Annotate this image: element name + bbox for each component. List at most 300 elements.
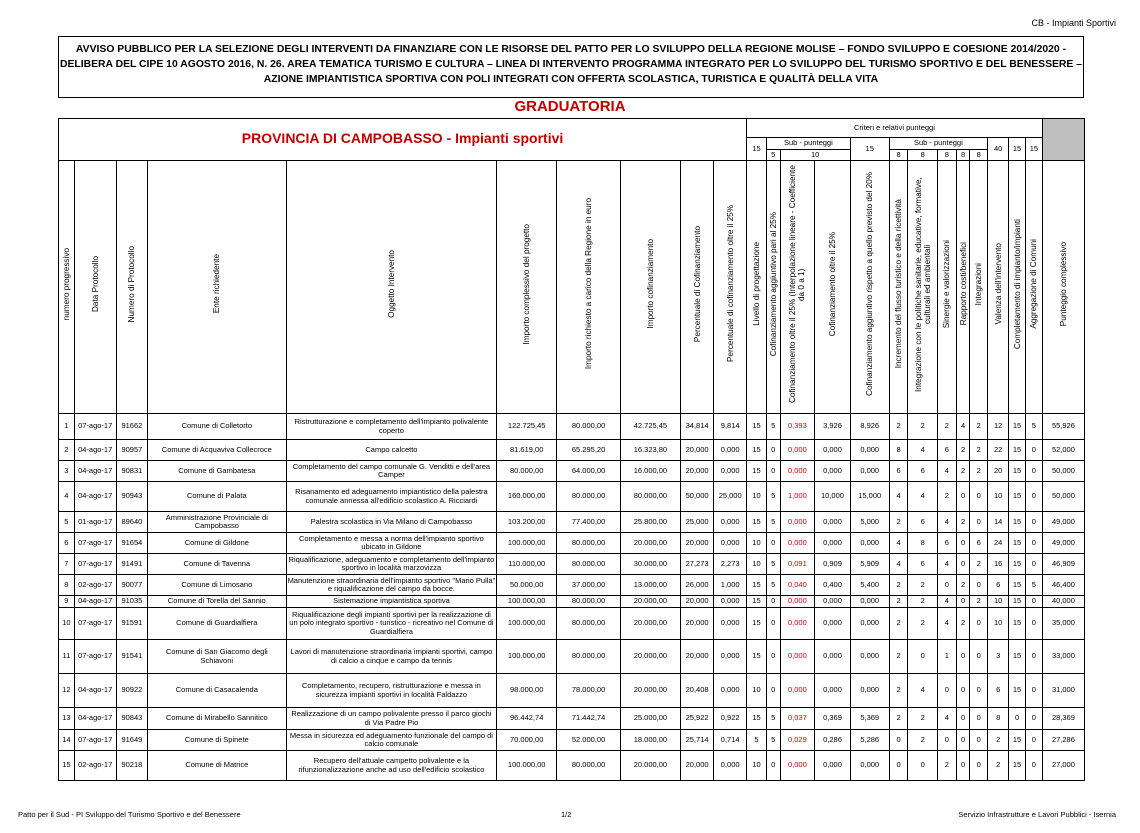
cell-data: 04-ago-17 bbox=[74, 461, 116, 482]
cell-imp: 81.619,00 bbox=[497, 440, 557, 461]
column-header bbox=[988, 161, 1009, 414]
cell-prot: 91654 bbox=[116, 533, 147, 554]
cell-c-agg: 0,000 bbox=[850, 533, 889, 554]
column-header bbox=[956, 161, 970, 414]
cell-ente: Comune di Acquaviva Collecroce bbox=[148, 440, 286, 461]
cell-aggr: 5 bbox=[1025, 414, 1042, 440]
cell-sin: 4 bbox=[937, 708, 956, 730]
cell-rap: 2 bbox=[956, 575, 970, 596]
cell-intg: 0 bbox=[970, 730, 988, 751]
cell-data: 07-ago-17 bbox=[74, 414, 116, 440]
cell-coef: 1,000 bbox=[780, 482, 815, 512]
cell-sin: 1 bbox=[937, 640, 956, 674]
cell-ogg: Sistemazione impiantistica sportiva bbox=[286, 596, 497, 608]
cell-rich: 80.000,00 bbox=[557, 554, 621, 575]
cell-ente: Comune di Limosano bbox=[148, 575, 286, 596]
cell-integ: 4 bbox=[908, 674, 937, 708]
cell-comp: 15 bbox=[1009, 440, 1026, 461]
cell-coef: 0,000 bbox=[780, 674, 815, 708]
column-header bbox=[815, 161, 851, 414]
cell-prot: 91035 bbox=[116, 596, 147, 608]
cell-data: 07-ago-17 bbox=[74, 554, 116, 575]
cell-inc: 6 bbox=[889, 461, 908, 482]
cell-val: 24 bbox=[988, 533, 1009, 554]
cell-cof: 20.000,00 bbox=[621, 533, 681, 554]
cell-cof: 30.000,00 bbox=[621, 554, 681, 575]
column-header bbox=[1009, 161, 1026, 414]
cell-perc: 20,000 bbox=[680, 440, 714, 461]
cell-sin: 4 bbox=[937, 608, 956, 640]
cell-comp: 15 bbox=[1009, 414, 1026, 440]
cell-val: 6 bbox=[988, 575, 1009, 596]
cell-prot: 90218 bbox=[116, 751, 147, 781]
cell-c-agg: 0,000 bbox=[850, 461, 889, 482]
table-body bbox=[59, 414, 1085, 781]
column-header-label: Cofinanziamento oltre il 25% bbox=[827, 231, 837, 337]
cell-c25: 0 bbox=[766, 640, 780, 674]
cell-comp: 15 bbox=[1009, 575, 1026, 596]
cell-val: 10 bbox=[988, 596, 1009, 608]
cell-inc: 4 bbox=[889, 482, 908, 512]
column-header-label: Rapporto costi/benefici bbox=[958, 242, 968, 326]
max-cof-agg: 15 bbox=[850, 138, 889, 161]
cell-n: 7 bbox=[59, 554, 75, 575]
cell-c-agg: 0,000 bbox=[850, 440, 889, 461]
cell-coef: 0,393 bbox=[780, 414, 815, 440]
cell-c-oltre: 0,000 bbox=[815, 674, 851, 708]
cell-aggr: 0 bbox=[1025, 608, 1042, 640]
cell-n: 8 bbox=[59, 575, 75, 596]
cell-oltre: 9,814 bbox=[714, 414, 747, 440]
cell-rich: 64.000,00 bbox=[557, 461, 621, 482]
criteria-header: Criteri e relativi punteggi bbox=[747, 119, 1043, 138]
cell-oltre: 0,000 bbox=[714, 751, 747, 781]
cell-sin: 2 bbox=[937, 751, 956, 781]
cell-integ: 2 bbox=[908, 608, 937, 640]
cell-ogg: Riqualificazione degli impianti sportivi per la realizzazione di un polo integrato sportivo - turistico - ricreativo nel Comune di Guardialfiera bbox=[286, 608, 497, 640]
footer-right: Servizio Infrastrutture e Lavori Pubblici - Isernia bbox=[958, 810, 1116, 819]
cell-imp: 96.442,74 bbox=[497, 708, 557, 730]
table-row bbox=[59, 640, 1085, 674]
cell-imp: 50.000,00 bbox=[497, 575, 557, 596]
cell-c25: 5 bbox=[766, 730, 780, 751]
cell-data: 07-ago-17 bbox=[74, 533, 116, 554]
column-header-label: Ente richiedente bbox=[212, 254, 222, 314]
cell-rich: 71.442,74 bbox=[557, 708, 621, 730]
column-header-label: Completamento di impianto/impianti bbox=[1012, 218, 1022, 350]
cell-prot: 90843 bbox=[116, 708, 147, 730]
cell-perc: 20,000 bbox=[680, 461, 714, 482]
cell-perc: 20,000 bbox=[680, 751, 714, 781]
cell-perc: 25,714 bbox=[680, 730, 714, 751]
cell-oltre: 0,000 bbox=[714, 608, 747, 640]
table-row bbox=[59, 575, 1085, 596]
cell-comp: 15 bbox=[1009, 751, 1026, 781]
cell-data: 04-ago-17 bbox=[74, 482, 116, 512]
cell-imp: 100.000,00 bbox=[497, 596, 557, 608]
cell-tot: 49,000 bbox=[1042, 512, 1084, 533]
cell-tot: 31,000 bbox=[1042, 674, 1084, 708]
cell-oltre: 0,714 bbox=[714, 730, 747, 751]
cell-oltre: 0,000 bbox=[714, 533, 747, 554]
province-title: PROVINCIA DI CAMPOBASSO - Impianti sportivi bbox=[241, 129, 564, 146]
cell-c25: 0 bbox=[766, 440, 780, 461]
cell-rich: 37.000,00 bbox=[557, 575, 621, 596]
column-header bbox=[74, 161, 116, 414]
cell-liv: 15 bbox=[747, 512, 767, 533]
cell-sin: 2 bbox=[937, 482, 956, 512]
cell-intg: 2 bbox=[970, 414, 988, 440]
cell-inc: 2 bbox=[889, 674, 908, 708]
cell-c-agg: 5,369 bbox=[850, 708, 889, 730]
cell-integ: 8 bbox=[908, 533, 937, 554]
cell-rich: 80.000,00 bbox=[557, 596, 621, 608]
max-sub-f: 8 bbox=[956, 150, 970, 161]
cell-coef: 0,000 bbox=[780, 512, 815, 533]
cell-cof: 25.800,00 bbox=[621, 512, 681, 533]
cell-sin: 0 bbox=[937, 730, 956, 751]
cell-prot: 90943 bbox=[116, 482, 147, 512]
cell-aggr: 0 bbox=[1025, 708, 1042, 730]
cell-tot: 49,000 bbox=[1042, 533, 1084, 554]
column-header bbox=[714, 161, 747, 414]
cell-perc: 20,000 bbox=[680, 608, 714, 640]
cell-c25: 5 bbox=[766, 575, 780, 596]
column-header-label: Importo richiesto a carico della Regione in euro bbox=[584, 198, 594, 370]
cell-liv: 10 bbox=[747, 482, 767, 512]
cell-tot: 27,286 bbox=[1042, 730, 1084, 751]
cell-n: 13 bbox=[59, 708, 75, 730]
cell-imp: 100.000,00 bbox=[497, 608, 557, 640]
cell-perc: 25,000 bbox=[680, 512, 714, 533]
cell-comp: 15 bbox=[1009, 640, 1026, 674]
cell-val: 12 bbox=[988, 414, 1009, 440]
cell-coef: 0,037 bbox=[780, 708, 815, 730]
cell-c25: 5 bbox=[766, 708, 780, 730]
cell-cof: 42.725,45 bbox=[621, 414, 681, 440]
cell-ogg: Ristrutturazione e completamento dell'impianto polivalente coperto bbox=[286, 414, 497, 440]
cell-c-oltre: 0,000 bbox=[815, 751, 851, 781]
cell-coef: 0,000 bbox=[780, 533, 815, 554]
cell-aggr: 0 bbox=[1025, 533, 1042, 554]
column-header-row bbox=[59, 161, 1085, 414]
cell-aggr: 0 bbox=[1025, 512, 1042, 533]
cell-n: 15 bbox=[59, 751, 75, 781]
cell-integ: 6 bbox=[908, 461, 937, 482]
column-header-label: Livello di progettazione bbox=[751, 242, 761, 326]
cell-data: 04-ago-17 bbox=[74, 596, 116, 608]
cell-perc: 20,000 bbox=[680, 533, 714, 554]
table-row bbox=[59, 440, 1085, 461]
cell-coef: 0,000 bbox=[780, 608, 815, 640]
cell-c-agg: 5,400 bbox=[850, 575, 889, 596]
cell-c-agg: 5,909 bbox=[850, 554, 889, 575]
table-row bbox=[59, 596, 1085, 608]
cell-integ: 0 bbox=[908, 751, 937, 781]
province-title-cell bbox=[59, 119, 747, 161]
cell-cof: 16.000,00 bbox=[621, 461, 681, 482]
cell-coef: 0,000 bbox=[780, 596, 815, 608]
cell-comp: 15 bbox=[1009, 596, 1026, 608]
cell-c-oltre: 0,909 bbox=[815, 554, 851, 575]
column-header bbox=[1025, 161, 1042, 414]
cell-tot: 50,000 bbox=[1042, 482, 1084, 512]
cell-aggr: 0 bbox=[1025, 554, 1042, 575]
cell-inc: 0 bbox=[889, 730, 908, 751]
cell-val: 10 bbox=[988, 608, 1009, 640]
cell-liv: 5 bbox=[747, 730, 767, 751]
cell-ente: Comune di Spinete bbox=[148, 730, 286, 751]
cell-c25: 5 bbox=[766, 482, 780, 512]
cell-comp: 0 bbox=[1009, 708, 1026, 730]
cell-oltre: 0,000 bbox=[714, 512, 747, 533]
cell-prot: 91591 bbox=[116, 608, 147, 640]
column-header-label: Cofinanziamento aggiuntivo rispetto a quello previsto del 20% bbox=[865, 172, 875, 396]
cell-c-oltre: 0,000 bbox=[815, 596, 851, 608]
cell-liv: 15 bbox=[747, 640, 767, 674]
cell-ente: Amministrazione Provinciale di Campobasso bbox=[148, 512, 286, 533]
cell-aggr: 0 bbox=[1025, 730, 1042, 751]
cell-integ: 2 bbox=[908, 730, 937, 751]
cell-perc: 25,922 bbox=[680, 708, 714, 730]
cell-intg: 0 bbox=[970, 674, 988, 708]
cell-inc: 2 bbox=[889, 608, 908, 640]
table-row bbox=[59, 708, 1085, 730]
cell-imp: 80.000,00 bbox=[497, 461, 557, 482]
cell-data: 02-ago-17 bbox=[74, 751, 116, 781]
cell-aggr: 0 bbox=[1025, 461, 1042, 482]
cell-oltre: 0,922 bbox=[714, 708, 747, 730]
cell-inc: 2 bbox=[889, 708, 908, 730]
cell-tot: 27,000 bbox=[1042, 751, 1084, 781]
cell-rap: 4 bbox=[956, 414, 970, 440]
column-header bbox=[116, 161, 147, 414]
cell-intg: 0 bbox=[970, 575, 988, 596]
cell-c-oltre: 0,000 bbox=[815, 640, 851, 674]
cell-prot: 90922 bbox=[116, 674, 147, 708]
max-aggregazione: 15 bbox=[1025, 138, 1042, 161]
cell-val: 22 bbox=[988, 440, 1009, 461]
header-right-label: CB - Impianti Sportivi bbox=[1031, 18, 1116, 28]
cell-intg: 0 bbox=[970, 482, 988, 512]
cell-n: 9 bbox=[59, 596, 75, 608]
cell-c25: 0 bbox=[766, 674, 780, 708]
column-header-label: Percentuale di cofinanziamento oltre il 25% bbox=[725, 205, 735, 363]
cell-n: 2 bbox=[59, 440, 75, 461]
column-header-label: Percentuale di Cofinanziamento bbox=[692, 225, 702, 343]
cell-prot: 91662 bbox=[116, 414, 147, 440]
column-header bbox=[680, 161, 714, 414]
column-header-label: Aggregazione di Comuni bbox=[1029, 239, 1039, 329]
column-header bbox=[780, 161, 815, 414]
sub-scores-label-2: Sub - punteggi bbox=[889, 138, 988, 150]
column-header-label: Importo complessivo del progetto bbox=[522, 223, 532, 345]
cell-oltre: 1,000 bbox=[714, 575, 747, 596]
cell-aggr: 0 bbox=[1025, 640, 1042, 674]
cell-perc: 34,814 bbox=[680, 414, 714, 440]
cell-coef: 0,000 bbox=[780, 640, 815, 674]
graduatoria-title: GRADUATORIA bbox=[514, 98, 626, 115]
column-header bbox=[148, 161, 286, 414]
notice-heading: AVVISO PUBBLICO PER LA SELEZIONE DEGLI INTERVENTI DA FINANZIARE CON LE RISORSE DEL PATTO PER LO SVILUPPO DELLA REGIONE MOLISE – FONDO SVILUPPO E COESIONE 2014/2020 - DELIBERA DEL CIPE 10 AGOSTO 2016, N. 26. AREA TEMATICA TURISMO E CULTURA – LINEA DI INTERVENTO PROGRAMMA INTEGRATO PER LO SVILUPPO DEL TURISMO SPORTIVO E DEL BENESSERE – AZIONE IMPIANTISTICA SPORTIVA CON POLI INTEGRATI CON OFFERTA SCOLASTICA, TURISTICA E QUALITÀ DELLA VITA bbox=[58, 36, 1084, 98]
cell-sin: 4 bbox=[937, 554, 956, 575]
column-header-label: Incremento del flusso turistico e della ricettività bbox=[894, 199, 904, 369]
cell-aggr: 0 bbox=[1025, 482, 1042, 512]
cell-inc: 2 bbox=[889, 640, 908, 674]
cell-comp: 15 bbox=[1009, 674, 1026, 708]
cell-data: 04-ago-17 bbox=[74, 440, 116, 461]
column-header bbox=[557, 161, 621, 414]
cell-ogg: Manutenzione straordinaria dell'impianto sportivo "Mario Pulla" e riqualificazione del campo da bocce. bbox=[286, 575, 497, 596]
cell-perc: 20,408 bbox=[680, 674, 714, 708]
cell-cof: 16.323,80 bbox=[621, 440, 681, 461]
cell-ente: Comune di Palata bbox=[148, 482, 286, 512]
cell-n: 14 bbox=[59, 730, 75, 751]
cell-val: 16 bbox=[988, 554, 1009, 575]
cell-liv: 15 bbox=[747, 414, 767, 440]
cell-liv: 10 bbox=[747, 674, 767, 708]
cell-imp: 160.000,00 bbox=[497, 482, 557, 512]
cell-perc: 27,273 bbox=[680, 554, 714, 575]
cell-sin: 0 bbox=[937, 575, 956, 596]
cell-tot: 40,000 bbox=[1042, 596, 1084, 608]
table-row bbox=[59, 608, 1085, 640]
column-header-label: Cofinanziamento oltre il 25% (Interpolazione lineare - Coefficiente da 0 a 1) bbox=[788, 165, 807, 403]
cell-rap: 2 bbox=[956, 512, 970, 533]
cell-n: 4 bbox=[59, 482, 75, 512]
cell-comp: 15 bbox=[1009, 512, 1026, 533]
cell-c-agg: 0,000 bbox=[850, 751, 889, 781]
cell-comp: 15 bbox=[1009, 461, 1026, 482]
cell-sin: 4 bbox=[937, 461, 956, 482]
cell-val: 2 bbox=[988, 751, 1009, 781]
cell-data: 07-ago-17 bbox=[74, 640, 116, 674]
cell-intg: 6 bbox=[970, 533, 988, 554]
cell-integ: 6 bbox=[908, 554, 937, 575]
column-header bbox=[59, 161, 75, 414]
cell-n: 1 bbox=[59, 414, 75, 440]
cell-prot: 91491 bbox=[116, 554, 147, 575]
cell-tot: 55,926 bbox=[1042, 414, 1084, 440]
cell-integ: 2 bbox=[908, 708, 937, 730]
cell-sin: 6 bbox=[937, 440, 956, 461]
cell-rap: 0 bbox=[956, 554, 970, 575]
cell-aggr: 0 bbox=[1025, 751, 1042, 781]
max-sub-c: 8 bbox=[889, 150, 908, 161]
cell-c-agg: 8,926 bbox=[850, 414, 889, 440]
cell-cof: 13.000,00 bbox=[621, 575, 681, 596]
table-row bbox=[59, 674, 1085, 708]
cell-ogg: Completamento e messa a norma dell'impianto sportivo ubicato in Gildone bbox=[286, 533, 497, 554]
cell-rap: 2 bbox=[956, 440, 970, 461]
cell-cof: 20.000,00 bbox=[621, 640, 681, 674]
cell-integ: 0 bbox=[908, 640, 937, 674]
cell-ente: Comune di San Giacomo degli Schiavoni bbox=[148, 640, 286, 674]
cell-comp: 15 bbox=[1009, 730, 1026, 751]
cell-imp: 70.000,00 bbox=[497, 730, 557, 751]
cell-ente: Comune di Guardialfiera bbox=[148, 608, 286, 640]
cell-cof: 18.000,00 bbox=[621, 730, 681, 751]
cell-val: 20 bbox=[988, 461, 1009, 482]
cell-data: 02-ago-17 bbox=[74, 575, 116, 596]
table-row bbox=[59, 751, 1085, 781]
cell-val: 8 bbox=[988, 708, 1009, 730]
cell-imp: 100.000,00 bbox=[497, 640, 557, 674]
cell-liv: 15 bbox=[747, 596, 767, 608]
cell-c-agg: 5,286 bbox=[850, 730, 889, 751]
footer-page-number: 1/2 bbox=[561, 810, 572, 819]
cell-tot: 35,000 bbox=[1042, 608, 1084, 640]
table-row bbox=[59, 730, 1085, 751]
cell-rich: 78.000,00 bbox=[557, 674, 621, 708]
max-sub-a: 5 bbox=[766, 150, 780, 161]
cell-val: 3 bbox=[988, 640, 1009, 674]
cell-prot: 91649 bbox=[116, 730, 147, 751]
cell-aggr: 0 bbox=[1025, 674, 1042, 708]
cell-rap: 0 bbox=[956, 730, 970, 751]
cell-n: 12 bbox=[59, 674, 75, 708]
cell-sin: 6 bbox=[937, 533, 956, 554]
cell-c-agg: 15,000 bbox=[850, 482, 889, 512]
cell-perc: 20,000 bbox=[680, 640, 714, 674]
cell-inc: 4 bbox=[889, 554, 908, 575]
cell-liv: 15 bbox=[747, 575, 767, 596]
cell-rap: 0 bbox=[956, 674, 970, 708]
column-header bbox=[286, 161, 497, 414]
cell-perc: 50,000 bbox=[680, 482, 714, 512]
cell-c25: 0 bbox=[766, 751, 780, 781]
column-header-label: Numero di Protocollo bbox=[127, 245, 137, 323]
cell-sin: 2 bbox=[937, 414, 956, 440]
cell-cof: 20.000,00 bbox=[621, 608, 681, 640]
table-row bbox=[59, 461, 1085, 482]
cell-oltre: 25,000 bbox=[714, 482, 747, 512]
cell-tot: 52,000 bbox=[1042, 440, 1084, 461]
cell-ogg: Campo calcetto bbox=[286, 440, 497, 461]
cell-ogg: Realizzazione di un campo polivalente presso il parco giochi di Via Padre Pio bbox=[286, 708, 497, 730]
cell-inc: 0 bbox=[889, 751, 908, 781]
cell-val: 6 bbox=[988, 674, 1009, 708]
cell-ente: Comune di Gambatesa bbox=[148, 461, 286, 482]
cell-c25: 0 bbox=[766, 596, 780, 608]
cell-ogg: Messa in sicurezza ed adeguamento funzionale del campo di calcio comunale bbox=[286, 730, 497, 751]
cell-coef: 0,000 bbox=[780, 751, 815, 781]
cell-coef: 0,000 bbox=[780, 461, 815, 482]
cell-ente: Comune di Torella del Sannio bbox=[148, 596, 286, 608]
cell-cof: 20.000,00 bbox=[621, 674, 681, 708]
cell-imp: 122.725,45 bbox=[497, 414, 557, 440]
total-header-blank bbox=[1042, 119, 1084, 161]
cell-intg: 2 bbox=[970, 596, 988, 608]
column-header bbox=[766, 161, 780, 414]
max-completamento: 15 bbox=[1009, 138, 1026, 161]
cell-coef: 0,000 bbox=[780, 440, 815, 461]
cell-rap: 2 bbox=[956, 461, 970, 482]
cell-n: 11 bbox=[59, 640, 75, 674]
cell-intg: 2 bbox=[970, 461, 988, 482]
table-row bbox=[59, 554, 1085, 575]
cell-intg: 0 bbox=[970, 640, 988, 674]
cell-ente: Comune di Casacalenda bbox=[148, 674, 286, 708]
cell-liv: 15 bbox=[747, 440, 767, 461]
cell-data: 01-ago-17 bbox=[74, 512, 116, 533]
cell-inc: 2 bbox=[889, 414, 908, 440]
cell-c-oltre: 0,400 bbox=[815, 575, 851, 596]
cell-rich: 80.000,00 bbox=[557, 533, 621, 554]
column-header-label: numero progressivo bbox=[61, 247, 71, 321]
cell-c25: 5 bbox=[766, 414, 780, 440]
cell-inc: 2 bbox=[889, 596, 908, 608]
